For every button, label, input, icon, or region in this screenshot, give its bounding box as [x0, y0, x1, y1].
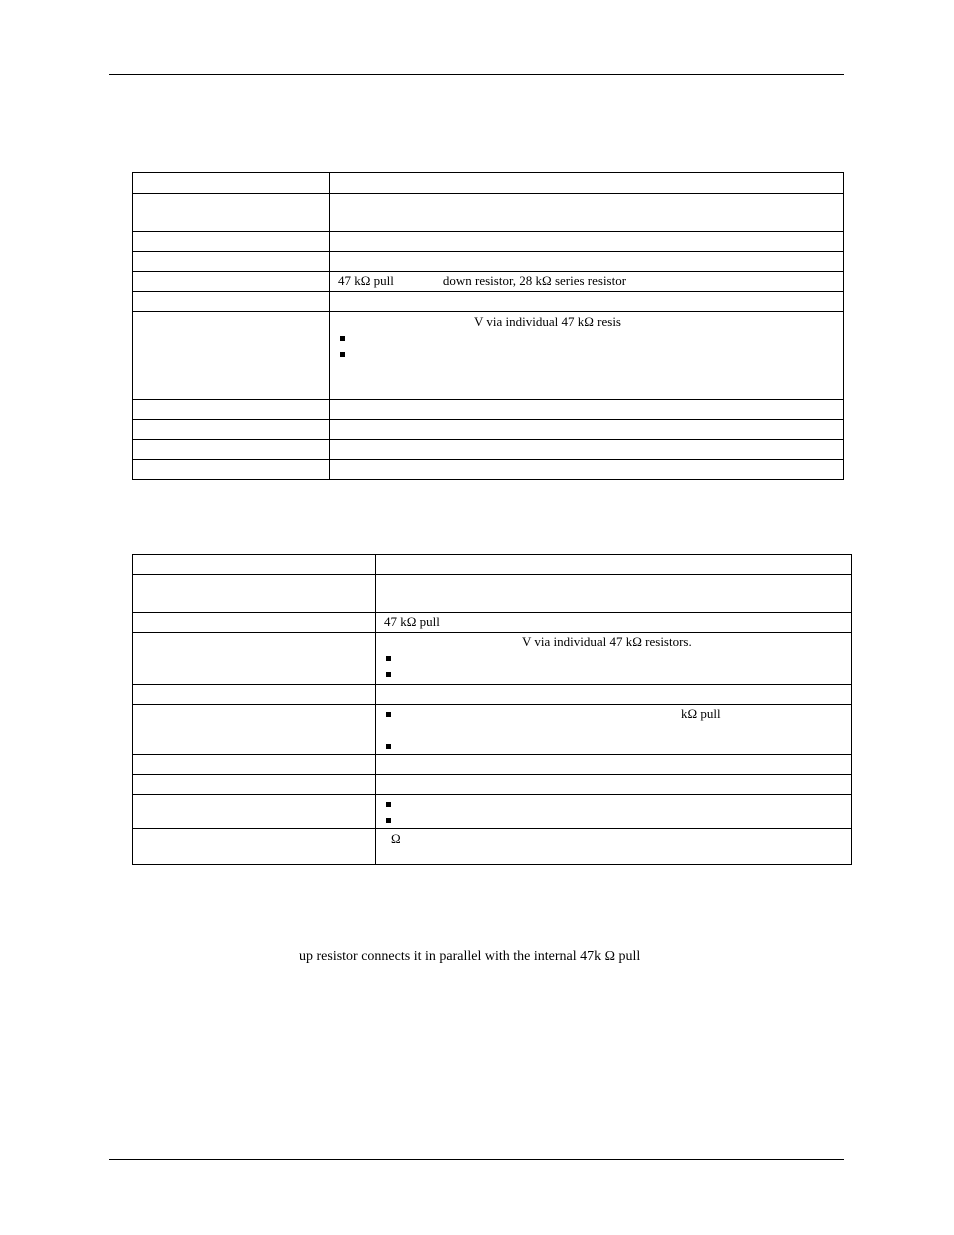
row-value [330, 232, 844, 252]
bullet-text: kΩ pull [681, 706, 721, 721]
table-row [133, 420, 844, 440]
row-label [133, 173, 330, 194]
row-value [330, 252, 844, 272]
row-value [376, 829, 852, 865]
bullet-item [384, 812, 851, 828]
value-text: V via individual 47 kΩ resistors. [522, 634, 692, 649]
table-row [133, 755, 852, 775]
table-row [133, 194, 844, 232]
table-row [133, 252, 844, 272]
bullet-item [338, 346, 843, 362]
table-row [133, 272, 844, 292]
row-label [133, 555, 376, 575]
spec-table-1 [132, 172, 844, 480]
row-label [133, 272, 330, 292]
footer-rule [109, 1159, 844, 1160]
table-row [133, 633, 852, 685]
row-label [133, 194, 330, 232]
table-row [133, 232, 844, 252]
row-value [330, 440, 844, 460]
row-label [133, 829, 376, 865]
row-value [376, 633, 852, 685]
row-value [376, 705, 852, 755]
row-label [133, 685, 376, 705]
table-row [133, 400, 844, 420]
row-label [133, 633, 376, 685]
row-value [330, 400, 844, 420]
header-rule [109, 74, 844, 75]
row-value [330, 312, 844, 400]
bullet-item [384, 738, 851, 754]
row-value [376, 775, 852, 795]
bullet-item [384, 666, 851, 682]
table-row [133, 555, 852, 575]
row-value [330, 292, 844, 312]
row-value [376, 685, 852, 705]
spec-table-2 [132, 554, 852, 865]
row-value [330, 194, 844, 232]
table-row [133, 440, 844, 460]
row-label [133, 232, 330, 252]
row-label [133, 312, 330, 400]
bullet-item [384, 650, 851, 666]
table-row [133, 312, 844, 400]
table-row [133, 795, 852, 829]
table-row [133, 613, 852, 633]
row-label [133, 775, 376, 795]
row-label [133, 292, 330, 312]
bullet-item [338, 330, 843, 346]
row-value: 47 kΩ pull [376, 613, 852, 633]
row-label [133, 613, 376, 633]
row-label [133, 420, 330, 440]
bullet-item [384, 706, 851, 722]
row-value [376, 795, 852, 829]
row-value [330, 420, 844, 440]
table-row [133, 685, 852, 705]
row-value [330, 272, 844, 292]
table-row [133, 775, 852, 795]
row-label [133, 705, 376, 755]
value-text: V via individual 47 kΩ resis [474, 314, 621, 329]
table-row [133, 575, 852, 613]
row-value [330, 173, 844, 194]
row-label [133, 575, 376, 613]
value-fragment: down resistor, 28 kΩ series resistor [442, 273, 627, 288]
value-fragment: 47 kΩ pull [338, 273, 394, 288]
row-label [133, 400, 330, 420]
body-text: up resistor connects it in parallel with the internal 47k Ω pull [299, 949, 641, 964]
table-row [133, 460, 844, 480]
bullet-item [384, 796, 851, 812]
row-value [376, 555, 852, 575]
table-row [133, 829, 852, 865]
row-value [376, 575, 852, 613]
table-row [133, 292, 844, 312]
table-row [133, 705, 852, 755]
row-label [133, 755, 376, 775]
row-label [133, 252, 330, 272]
row-label [133, 440, 330, 460]
row-value [376, 755, 852, 775]
row-label [133, 795, 376, 829]
row-value [330, 460, 844, 480]
row-label [133, 460, 330, 480]
value-text: Ω [391, 831, 401, 846]
table-row [133, 173, 844, 194]
